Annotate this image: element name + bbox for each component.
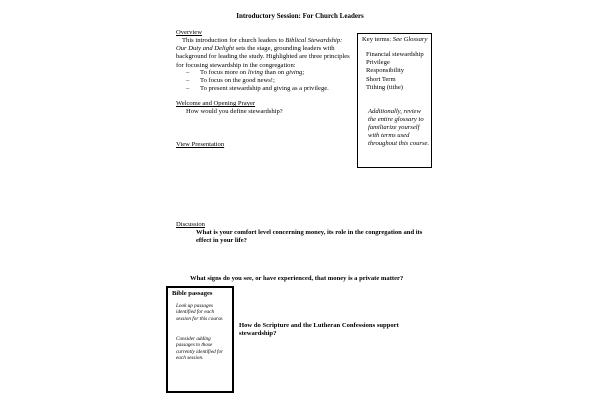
principle-item — [186, 77, 356, 85]
principle-text: To present stewardship and giving as a privilege. — [200, 85, 329, 93]
course-title-italic: Biblical Stewardship: Our Duty and Delight — [176, 37, 343, 53]
key-term-item: Short Term — [366, 75, 396, 83]
principle-text-pre: To focus more on — [200, 69, 248, 76]
glossary-reference: See Glossary — [392, 36, 428, 43]
principle-item — [186, 85, 356, 93]
page-title: Introductory Session: For Church Leaders — [236, 12, 364, 20]
principle-item — [186, 69, 356, 77]
view-presentation-link[interactable]: View Presentation — [176, 141, 225, 148]
dash-marker: – — [186, 69, 190, 76]
bible-passages-title: Bible passages — [172, 290, 213, 297]
discussion-question-1: What is your comfort level concerning money, its role in the congregation and its effect in your life? — [196, 229, 423, 245]
key-term-item: Responsibility — [366, 67, 405, 75]
principles-list — [186, 69, 356, 94]
principle-emphasis-living: living — [247, 69, 263, 76]
principle-text-post: ; — [302, 69, 305, 76]
welcome-heading: Welcome and Opening Prayer — [176, 100, 256, 107]
glossary-note: Additionally, review the entire glossary to familiarize yourself with terms used throughout this course. — [368, 108, 430, 147]
key-terms-list — [366, 51, 424, 92]
discussion-question-2: What signs do you see, or have experienced, that money is a private matter? — [190, 275, 404, 282]
key-term-item: Privilege — [366, 59, 390, 67]
dash-marker: – — [186, 85, 190, 93]
key-term-item: Tithing (tithe) — [366, 83, 403, 91]
principle-text: To focus on the good news!; — [200, 77, 275, 85]
welcome-question: How would you define stewardship? — [186, 108, 283, 115]
bible-note-lookup: Look up passages identified for each session for this course. — [176, 303, 224, 322]
principle-text-mid: than on — [262, 69, 286, 76]
key-terms-title — [362, 36, 427, 44]
principle-emphasis-giving: giving — [285, 69, 303, 76]
discussion-question-3: How do Scripture and the Lutheran Confessions support stewardship? — [239, 322, 399, 338]
key-terms-label: Key terms: — [362, 36, 392, 43]
overview-paragraph — [176, 37, 352, 70]
discussion-heading: Discussion — [176, 221, 205, 228]
dash-marker: – — [186, 77, 190, 85]
key-term-item: Financial stewardship — [366, 51, 424, 58]
overview-text-part1: This introduction for church leaders to — [182, 37, 286, 44]
overview-text-part2: sets the stage, grounding leaders with background for leading the study. Highlighted are three principles for focusing stewardship in the congregation: — [176, 45, 350, 69]
bible-note-consider: Consider adding passages to those currently identified for each session. — [176, 336, 224, 362]
overview-heading: Overview — [176, 29, 202, 36]
